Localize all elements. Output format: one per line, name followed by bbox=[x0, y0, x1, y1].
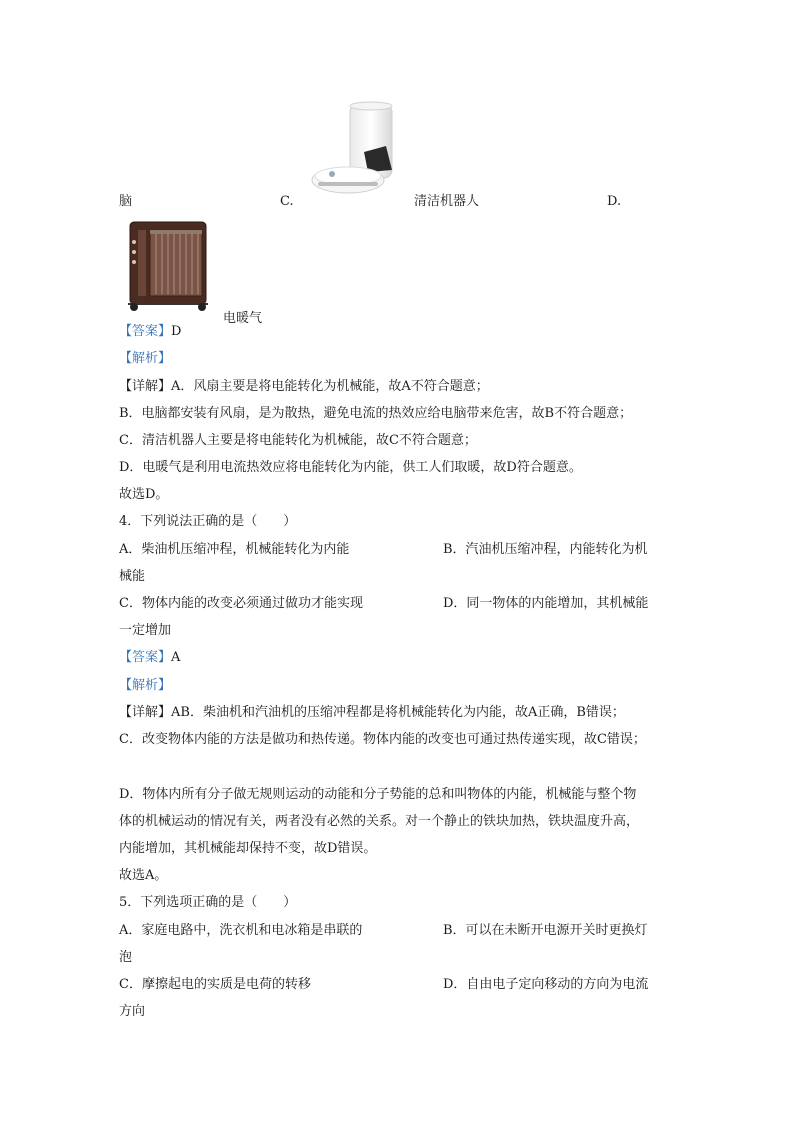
q4-option-c: C．物体内能的改变必须通过做功才能实现 bbox=[119, 596, 363, 611]
analysis-label: 【解析】 bbox=[119, 678, 172, 693]
q3-detail-line-2: B．电脑都安装有风扇，是为散热，避免电流的热效应给电脑带来危害，故B不符合题意； bbox=[119, 406, 633, 421]
q4-option-b: B．汽油机压缩冲程，内能转化为机 bbox=[443, 542, 648, 557]
q4-detail-line-5: 内能增加，其机械能却保持不变，故D错误。 bbox=[119, 841, 377, 856]
q4-option-d: D．同一物体的内能增加，其机械能 bbox=[443, 596, 649, 611]
q4-option-d-wrap: 一定增加 bbox=[119, 623, 172, 638]
option-a-tail: 脑 bbox=[119, 194, 133, 209]
q3-detail-line-3: C．清洁机器人主要是将电能转化为机械能，故C不符合题意； bbox=[119, 433, 477, 448]
answer-value: D bbox=[171, 324, 182, 339]
option-d-caption: 电暖气 bbox=[223, 311, 263, 326]
q4-stem: 4．下列说法正确的是（ ） bbox=[119, 514, 297, 529]
q4-detail-line-1: 【详解】AB．柴油机和汽油机的压缩冲程都是将机械能转化为内能，故A正确，B错误； bbox=[119, 705, 625, 720]
q3-detail-line-4: D．电暖气是利用电流热效应将电能转化为内能，供工人们取暖，故D符合题意。 bbox=[119, 460, 582, 475]
q3-answer-line bbox=[119, 323, 181, 341]
answer-label: 【答案】 bbox=[119, 324, 172, 339]
q5-stem: 5．下列选项正确的是（ ） bbox=[119, 895, 297, 910]
q5-option-b: B．可以在未断开电源开关时更换灯 bbox=[443, 923, 648, 938]
q4-detail-line-4: 体的机械运动的情况有关，两者没有必然的关系。对一个静止的铁块加热，铁块温度升高， bbox=[119, 814, 640, 829]
q5-option-c: C．摩擦起电的实质是电荷的转移 bbox=[119, 977, 311, 992]
electric-heater-image bbox=[124, 220, 212, 312]
q4-option-a: A．柴油机压缩冲程，机械能转化为内能 bbox=[119, 542, 350, 557]
q5-option-d: D．自由电子定向移动的方向为电流 bbox=[443, 977, 649, 992]
q3-detail-line-1: 【详解】A．风扇主要是将电能转化为机械能，故A不符合题意； bbox=[119, 379, 489, 394]
q5-option-b-wrap: 泡 bbox=[119, 950, 133, 965]
q5-option-d-wrap: 方向 bbox=[119, 1004, 146, 1019]
detail-label: 【详解】 bbox=[119, 705, 172, 720]
option-c-label: C. bbox=[280, 194, 294, 209]
answer-value: A bbox=[171, 650, 181, 665]
q4-detail-line-2: C．改变物体内能的方法是做功和热传递。物体内能的改变也可通过热传递实现，故C错误； bbox=[119, 732, 646, 747]
q4-conclusion: 故选A。 bbox=[119, 868, 168, 883]
q4-option-b-wrap: 械能 bbox=[119, 569, 146, 584]
detail-label: 【详解】 bbox=[119, 379, 172, 394]
q3-conclusion: 故选D。 bbox=[119, 487, 169, 502]
option-c-caption: 清洁机器人 bbox=[414, 194, 480, 209]
option-d-label: D. bbox=[607, 194, 622, 209]
q4-answer-line bbox=[119, 649, 180, 667]
robot-vacuum-image bbox=[306, 100, 406, 200]
q4-detail-line-3: D．物体内所有分子做无规则运动的动能和分子势能的总和叫物体的内能，机械能与整个物 bbox=[119, 787, 637, 802]
q5-option-a: A．家庭电路中，洗衣机和电冰箱是串联的 bbox=[119, 923, 363, 938]
answer-label: 【答案】 bbox=[119, 650, 172, 665]
analysis-label: 【解析】 bbox=[119, 351, 172, 366]
